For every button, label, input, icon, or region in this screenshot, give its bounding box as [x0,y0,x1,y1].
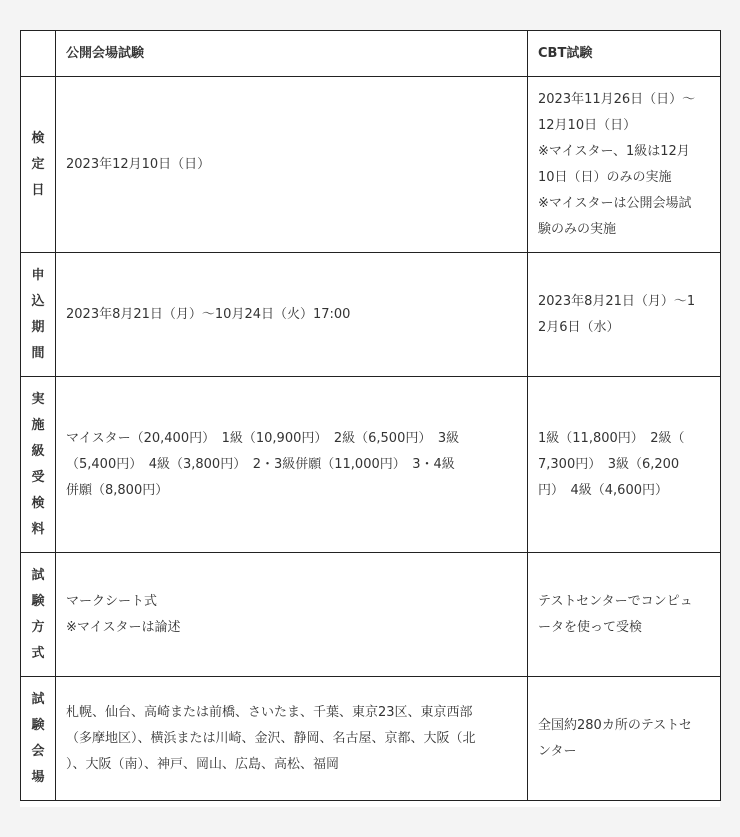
cell-application-period-cbt: 2023年8月21日（月）〜1 2月6日（水） [528,253,721,377]
cell-levels-fees-cbt: 1級（11,800円） 2級（ 7,300円） 3級（6,200 円） 4級（4,600円） [528,377,721,553]
cell-exam-date-public: 2023年12月10日（日） [56,77,528,253]
row-label-application-period: 申 込 期 間 [21,253,56,377]
cell-levels-fees-public: マイスター（20,400円） 1級（10,900円） 2級（6,500円） 3級 （5,400円） 4級（3,800円） 2・3級併願（11,000円） 3・4級 併願（8,800円） [56,377,528,553]
cell-application-period-public: 2023年8月21日（月）〜10月24日（火）17:00 [56,253,528,377]
row-label-exam-method: 試 験 方 式 [21,553,56,677]
table-row-exam-method [21,553,721,677]
cell-exam-date-cbt: 2023年11月26日（日）〜 12月10日（日） ※マイスター、1級は12月 10日（日）のみの実施 ※マイスターは公開会場試 験のみの実施 [528,77,721,253]
table-header-row [21,31,721,77]
cell-exam-method-public: マークシート式 ※マイスターは論述 [56,553,528,677]
row-label-exam-venue: 試 験 会 場 [21,677,56,801]
table-corner-cell [21,31,56,77]
exam-info-panel [20,30,720,807]
table-row-exam-date [21,77,721,253]
table-row-application-period [21,253,721,377]
exam-info-table [20,30,721,801]
table-row-levels-fees [21,377,721,553]
table-row-exam-venue [21,677,721,801]
header-cbt-exam: CBT試験 [528,31,721,77]
cell-exam-venue-public: 札幌、仙台、高崎または前橋、さいたま、千葉、東京23区、東京西部 （多摩地区）、横浜または川崎、金沢、静岡、名古屋、京都、大阪（北 ）、大阪（南）、神戸、岡山、広島、高松、福岡 [56,677,528,801]
row-label-exam-date: 検 定 日 [21,77,56,253]
cell-exam-method-cbt: テストセンターでコンピュ ータを使って受検 [528,553,721,677]
row-label-levels-fees: 実 施 級 受 検 料 [21,377,56,553]
header-public-venue-exam: 公開会場試験 [56,31,528,77]
cell-exam-venue-cbt: 全国約280カ所のテストセ ンター [528,677,721,801]
